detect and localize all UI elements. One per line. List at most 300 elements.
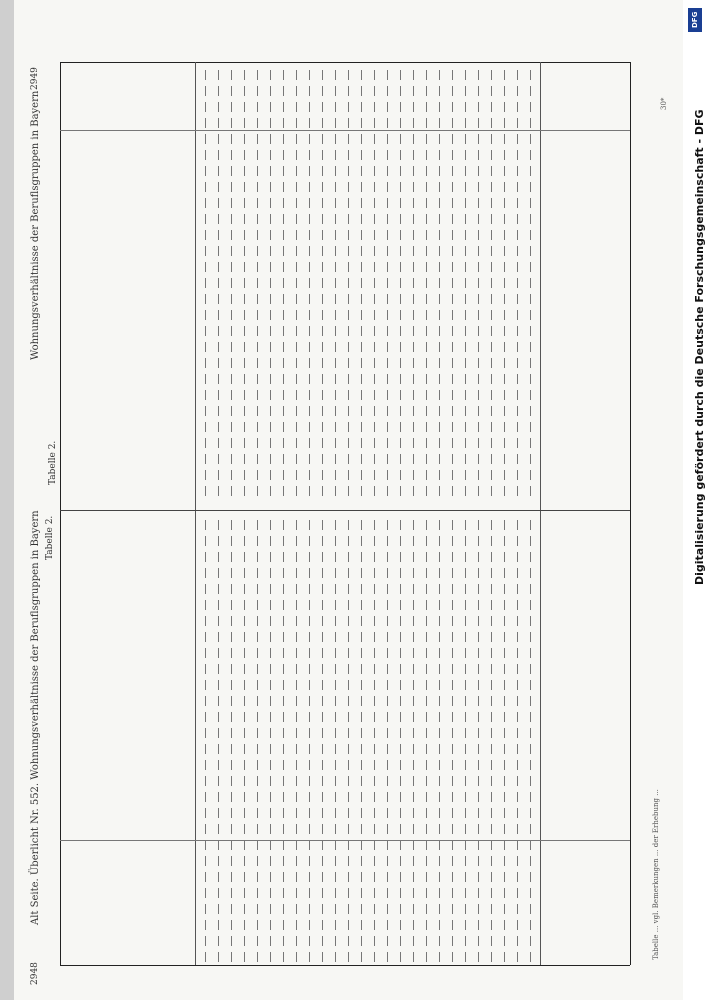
- table-cell-mark: [322, 840, 323, 850]
- table-cell-mark: [309, 536, 310, 546]
- table-cell-mark: [283, 246, 284, 256]
- table-cell-mark: [426, 616, 427, 626]
- table-cell-mark: [413, 568, 414, 578]
- table-cell-mark: [283, 310, 284, 320]
- table-cell-mark: [426, 744, 427, 754]
- table-cell-mark: [283, 728, 284, 738]
- table-cell-mark: [452, 438, 453, 448]
- table-cell-mark: [491, 486, 492, 496]
- table-cell-mark: [413, 102, 414, 112]
- table-cell-mark: [270, 150, 271, 160]
- table-cell-mark: [439, 680, 440, 690]
- table-cell-mark: [465, 680, 466, 690]
- table-cell-mark: [413, 584, 414, 594]
- table-cell-mark: [530, 760, 531, 770]
- table-cell-mark: [504, 230, 505, 240]
- table-cell-mark: [465, 438, 466, 448]
- table-cell-mark: [270, 776, 271, 786]
- table-cell-mark: [322, 134, 323, 144]
- table-cell-mark: [517, 230, 518, 240]
- table-cell-mark: [504, 520, 505, 530]
- table-cell-mark: [374, 552, 375, 562]
- table-cell-mark: [387, 920, 388, 930]
- table-cell-mark: [452, 776, 453, 786]
- table-cell-mark: [504, 294, 505, 304]
- table-cell-mark: [244, 648, 245, 658]
- table-cell-mark: [205, 294, 206, 304]
- table-cell-mark: [348, 856, 349, 866]
- table-cell-mark: [283, 952, 284, 962]
- table-cell-mark: [387, 278, 388, 288]
- table-cell-mark: [270, 680, 271, 690]
- table-cell-mark: [413, 118, 414, 128]
- table-cell-mark: [530, 888, 531, 898]
- table-cell-mark: [439, 568, 440, 578]
- table-cell-mark: [283, 792, 284, 802]
- table-cell-mark: [452, 358, 453, 368]
- table-cell-mark: [439, 406, 440, 416]
- table-cell-mark: [478, 840, 479, 850]
- table-cell-mark: [374, 712, 375, 722]
- table-cell-mark: [439, 358, 440, 368]
- table-cell-mark: [231, 904, 232, 914]
- table-cell-mark: [374, 856, 375, 866]
- table-cell-mark: [530, 246, 531, 256]
- table-cell-mark: [205, 520, 206, 530]
- table-cell-mark: [439, 872, 440, 882]
- table-cell-mark: [387, 952, 388, 962]
- table-cell-mark: [231, 70, 232, 80]
- table-cell-mark: [283, 454, 284, 464]
- table-cell-mark: [530, 422, 531, 432]
- table-cell-mark: [218, 230, 219, 240]
- table-cell-mark: [309, 486, 310, 496]
- table-cell-mark: [348, 952, 349, 962]
- table-cell-mark: [530, 568, 531, 578]
- table-cell-mark: [439, 616, 440, 626]
- table-cell-mark: [439, 422, 440, 432]
- table-cell-mark: [478, 422, 479, 432]
- table-cell-mark: [348, 150, 349, 160]
- table-cell-mark: [270, 454, 271, 464]
- table-cell-mark: [322, 310, 323, 320]
- table-cell-mark: [244, 406, 245, 416]
- table-cell-mark: [400, 552, 401, 562]
- table-cell-mark: [283, 278, 284, 288]
- table-cell-mark: [452, 840, 453, 850]
- table-cell-mark: [348, 712, 349, 722]
- table-cell-mark: [517, 648, 518, 658]
- table-cell-mark: [387, 374, 388, 384]
- table-cell-mark: [517, 262, 518, 272]
- table-cell-mark: [283, 824, 284, 834]
- table-cell-mark: [504, 760, 505, 770]
- table-cell-mark: [335, 552, 336, 562]
- table-cell-mark: [452, 150, 453, 160]
- table-cell-mark: [426, 246, 427, 256]
- table-cell-mark: [283, 326, 284, 336]
- table-cell-mark: [257, 600, 258, 610]
- table-cell-mark: [530, 808, 531, 818]
- table-cell-mark: [244, 696, 245, 706]
- table-cell-mark: [400, 792, 401, 802]
- table-cell-mark: [400, 70, 401, 80]
- table-cell-mark: [283, 262, 284, 272]
- table-cell-mark: [257, 792, 258, 802]
- table-cell-mark: [426, 326, 427, 336]
- table-cell-mark: [309, 406, 310, 416]
- table-cell-mark: [517, 118, 518, 128]
- table-cell-mark: [374, 166, 375, 176]
- table-cell-mark: [283, 470, 284, 480]
- table-cell-mark: [231, 406, 232, 416]
- table-cell-mark: [257, 310, 258, 320]
- table-cell-mark: [309, 150, 310, 160]
- table-cell-mark: [400, 214, 401, 224]
- table-cell-mark: [270, 568, 271, 578]
- table-cell-mark: [504, 438, 505, 448]
- table-cell-mark: [244, 840, 245, 850]
- table-cell-mark: [283, 808, 284, 818]
- table-cell-mark: [491, 696, 492, 706]
- table-cell-mark: [361, 214, 362, 224]
- table-cell-mark: [296, 584, 297, 594]
- table-cell-mark: [504, 744, 505, 754]
- table-cell-mark: [270, 760, 271, 770]
- table-cell-mark: [413, 182, 414, 192]
- table-cell-mark: [517, 246, 518, 256]
- table-cell-mark: [400, 454, 401, 464]
- table-cell-mark: [400, 262, 401, 272]
- table-cell-mark: [478, 294, 479, 304]
- table-cell-mark: [426, 214, 427, 224]
- table-cell-mark: [322, 904, 323, 914]
- table-cell-mark: [452, 70, 453, 80]
- table-cell-mark: [270, 262, 271, 272]
- table-cell-mark: [296, 278, 297, 288]
- table-cell-mark: [426, 648, 427, 658]
- table-cell-mark: [413, 840, 414, 850]
- table-cell-mark: [283, 760, 284, 770]
- table-cell-mark: [322, 406, 323, 416]
- table-cell-mark: [426, 680, 427, 690]
- table-cell-mark: [231, 422, 232, 432]
- table-cell-mark: [283, 840, 284, 850]
- table-cell-mark: [361, 374, 362, 384]
- table-cell-mark: [296, 776, 297, 786]
- table-cell-mark: [478, 872, 479, 882]
- table-cell-mark: [374, 808, 375, 818]
- table-cell-mark: [244, 744, 245, 754]
- table-cell-mark: [244, 600, 245, 610]
- table-cell-mark: [439, 712, 440, 722]
- table-cell-mark: [205, 486, 206, 496]
- table-cell-mark: [309, 454, 310, 464]
- table-cell-mark: [283, 166, 284, 176]
- table-cell-mark: [452, 760, 453, 770]
- table-cell-mark: [348, 872, 349, 882]
- table-cell-mark: [322, 664, 323, 674]
- table-cell-mark: [465, 808, 466, 818]
- table-cell-mark: [478, 776, 479, 786]
- table-cell-mark: [374, 390, 375, 400]
- table-cell-mark: [439, 552, 440, 562]
- table-cell-mark: [400, 808, 401, 818]
- table-cell-mark: [400, 584, 401, 594]
- table-cell-mark: [465, 552, 466, 562]
- table-cell-mark: [231, 872, 232, 882]
- table-cell-mark: [309, 760, 310, 770]
- table-cell-mark: [283, 888, 284, 898]
- table-cell-mark: [361, 840, 362, 850]
- table-cell-mark: [439, 342, 440, 352]
- table-cell-mark: [387, 486, 388, 496]
- table-cell-mark: [257, 680, 258, 690]
- table-cell-mark: [257, 872, 258, 882]
- table-cell-mark: [491, 86, 492, 96]
- table-cell-mark: [361, 102, 362, 112]
- table-cell-mark: [205, 86, 206, 96]
- table-cell-mark: [465, 568, 466, 578]
- table-cell-mark: [296, 470, 297, 480]
- table-cell-mark: [218, 374, 219, 384]
- table-cell-mark: [413, 792, 414, 802]
- table-cell-mark: [491, 470, 492, 480]
- table-cell-mark: [400, 712, 401, 722]
- table-cell-mark: [270, 342, 271, 352]
- table-cell-mark: [491, 872, 492, 882]
- table-cell-mark: [322, 712, 323, 722]
- table-cell-mark: [387, 262, 388, 272]
- table-cell-mark: [478, 936, 479, 946]
- table-cell-mark: [335, 118, 336, 128]
- table-cell-mark: [504, 118, 505, 128]
- table-cell-mark: [491, 102, 492, 112]
- table-cell-mark: [465, 648, 466, 658]
- table-cell-mark: [231, 680, 232, 690]
- table-cell-mark: [530, 520, 531, 530]
- table-cell-mark: [270, 70, 271, 80]
- table-cell-mark: [361, 712, 362, 722]
- table-cell-mark: [452, 294, 453, 304]
- table-cell-mark: [218, 520, 219, 530]
- table-cell-mark: [517, 632, 518, 642]
- table-cell-mark: [530, 776, 531, 786]
- table-cell-mark: [218, 246, 219, 256]
- table-cell-mark: [322, 102, 323, 112]
- table-cell-mark: [491, 374, 492, 384]
- table-cell-mark: [478, 374, 479, 384]
- table-cell-mark: [361, 70, 362, 80]
- table-cell-mark: [491, 680, 492, 690]
- table-cell-mark: [400, 118, 401, 128]
- table-cell-mark: [530, 696, 531, 706]
- table-cell-mark: [270, 214, 271, 224]
- table-cell-mark: [205, 696, 206, 706]
- table-cell-mark: [400, 230, 401, 240]
- table-cell-mark: [478, 520, 479, 530]
- table-cell-mark: [491, 150, 492, 160]
- table-cell-mark: [517, 760, 518, 770]
- table-cell-mark: [478, 214, 479, 224]
- table-cell-mark: [387, 230, 388, 240]
- table-cell-mark: [257, 182, 258, 192]
- table-cell-mark: [296, 310, 297, 320]
- table-cell-mark: [452, 118, 453, 128]
- table-cell-mark: [517, 536, 518, 546]
- table-cell-mark: [374, 632, 375, 642]
- table-cell-mark: [478, 198, 479, 208]
- table-cell-mark: [387, 294, 388, 304]
- table-cell-mark: [426, 390, 427, 400]
- table-cell-mark: [322, 214, 323, 224]
- table-cell-mark: [231, 792, 232, 802]
- table-cell-mark: [439, 536, 440, 546]
- table-cell-mark: [387, 792, 388, 802]
- table-cell-mark: [491, 648, 492, 658]
- table-cell-mark: [439, 390, 440, 400]
- table-cell-mark: [205, 680, 206, 690]
- table-cell-mark: [413, 856, 414, 866]
- table-cell-mark: [426, 406, 427, 416]
- table-cell-mark: [335, 856, 336, 866]
- table-cell-mark: [387, 840, 388, 850]
- table-cell-mark: [231, 552, 232, 562]
- table-cell-mark: [413, 904, 414, 914]
- table-cell-mark: [283, 406, 284, 416]
- table-cell-mark: [400, 342, 401, 352]
- table-cell-mark: [270, 840, 271, 850]
- table-cell-mark: [283, 920, 284, 930]
- table-cell-mark: [257, 246, 258, 256]
- table-cell-mark: [270, 182, 271, 192]
- table-cell-mark: [335, 664, 336, 674]
- table-cell-mark: [348, 584, 349, 594]
- table-cell-mark: [218, 584, 219, 594]
- table-cell-mark: [257, 808, 258, 818]
- table-cell-mark: [530, 470, 531, 480]
- table-cell-mark: [452, 390, 453, 400]
- table-cell-mark: [335, 214, 336, 224]
- table-cell-mark: [465, 118, 466, 128]
- table-cell-mark: [270, 616, 271, 626]
- table-cell-mark: [530, 374, 531, 384]
- table-cell-mark: [322, 230, 323, 240]
- table-cell-mark: [400, 198, 401, 208]
- table-cell-mark: [270, 808, 271, 818]
- table-cell-mark: [335, 872, 336, 882]
- table-cell-mark: [478, 648, 479, 658]
- table-cell-mark: [374, 278, 375, 288]
- table-cell-mark: [296, 952, 297, 962]
- table-cell-mark: [517, 824, 518, 834]
- table-cell-mark: [478, 568, 479, 578]
- table-cell-mark: [231, 486, 232, 496]
- table-cell-mark: [465, 728, 466, 738]
- table-cell-mark: [530, 744, 531, 754]
- table-cell-mark: [374, 86, 375, 96]
- table-cell-mark: [361, 150, 362, 160]
- table-cell-mark: [257, 888, 258, 898]
- table-cell-mark: [244, 568, 245, 578]
- table-cell-mark: [426, 70, 427, 80]
- table-cell-mark: [283, 438, 284, 448]
- table-cell-mark: [452, 198, 453, 208]
- table-cell-mark: [348, 808, 349, 818]
- table-cell-mark: [387, 888, 388, 898]
- table-cell-mark: [452, 342, 453, 352]
- table-cell-mark: [348, 102, 349, 112]
- table-cell-mark: [504, 680, 505, 690]
- table-cell-mark: [205, 712, 206, 722]
- table-cell-mark: [530, 198, 531, 208]
- table-cell-mark: [283, 696, 284, 706]
- table-cell-mark: [439, 856, 440, 866]
- table-cell-mark: [504, 936, 505, 946]
- table-cell-mark: [205, 840, 206, 850]
- table-cell-mark: [465, 182, 466, 192]
- table-cell-mark: [400, 744, 401, 754]
- table-cell-mark: [283, 118, 284, 128]
- table-cell-mark: [348, 536, 349, 546]
- table-cell-mark: [257, 648, 258, 658]
- table-cell-mark: [361, 856, 362, 866]
- table-cell-mark: [270, 584, 271, 594]
- table-cell-mark: [374, 326, 375, 336]
- table-cell-mark: [296, 214, 297, 224]
- table-cell-mark: [374, 214, 375, 224]
- table-cell-mark: [218, 198, 219, 208]
- table-cell-mark: [257, 728, 258, 738]
- table-cell-mark: [205, 454, 206, 464]
- table-cell-mark: [478, 680, 479, 690]
- table-cell-mark: [491, 342, 492, 352]
- table-cell-mark: [231, 584, 232, 594]
- table-cell-mark: [439, 70, 440, 80]
- table-cell-mark: [270, 936, 271, 946]
- table-cell-mark: [426, 952, 427, 962]
- table-cell-mark: [322, 792, 323, 802]
- table-cell-mark: [322, 246, 323, 256]
- table-cell-mark: [218, 454, 219, 464]
- table-cell-mark: [218, 568, 219, 578]
- table-cell-mark: [491, 134, 492, 144]
- table-cell-mark: [530, 952, 531, 962]
- table-cell-mark: [244, 792, 245, 802]
- table-cell-mark: [283, 230, 284, 240]
- table-cell-mark: [244, 422, 245, 432]
- table-cell-mark: [270, 520, 271, 530]
- table-cell-mark: [309, 696, 310, 706]
- table-cell-mark: [218, 664, 219, 674]
- table-cell-mark: [530, 310, 531, 320]
- table-cell-mark: [296, 390, 297, 400]
- table-cell-mark: [400, 776, 401, 786]
- table-cell-mark: [244, 294, 245, 304]
- table-cell-mark: [517, 358, 518, 368]
- table-cell-mark: [361, 278, 362, 288]
- table-cell-mark: [491, 326, 492, 336]
- table-cell-mark: [413, 552, 414, 562]
- table-cell-mark: [517, 486, 518, 496]
- table-cell-mark: [322, 648, 323, 658]
- table-cell-mark: [517, 664, 518, 674]
- table-cell-mark: [426, 182, 427, 192]
- table-cell-mark: [348, 904, 349, 914]
- table-cell-mark: [257, 262, 258, 272]
- table-cell-mark: [439, 470, 440, 480]
- table-cell-mark: [491, 888, 492, 898]
